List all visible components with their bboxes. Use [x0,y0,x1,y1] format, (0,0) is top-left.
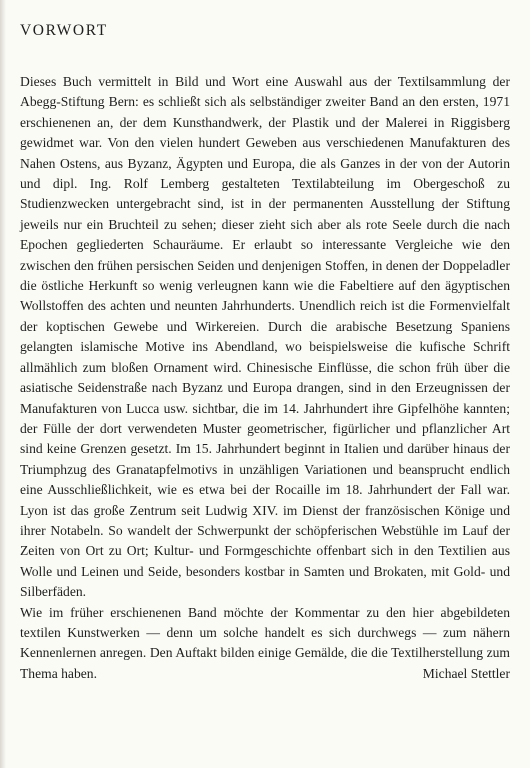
page-title: VORWORT [20,22,108,39]
body-text [20,72,510,684]
paragraph-1: Dieses Buch vermittelt in Bild und Wort eine Auswahl aus der Textilsammlung der Abegg-Stiftung Bern: es schließt sich als selbständiger zweiter Band an den ersten, 1971 erschienenen an, der dem Kunsthandwerk, der Plastik und der Malerei in Riggisberg gewidmet war. Von den vielen hundert Geweben aus verschiedenen Manufakturen des Nahen Ostens, aus Byzanz, Ägypten und Europa, die als Ganzes in der von der Autorin und dipl. Ing. Rolf Lemberg gestalteten Textilabteilung im Obergeschoß zu Studienzwecken untergebracht sind, ist in der permanenten Ausstellung der Stiftung jeweils nur ein Bruchteil zu sehen; dieser zieht sich aber als rote Seele durch die nach Epochen gegliederten Schauräume. Er erlaubt so interessante Vergleiche wie den zwischen den frühen persischen Seiden und denjenigen Stoffen, in denen der Doppeladler die östliche Herkunft so wenig verleugnen kann wie die Fabeltiere auf den ägyptischen Wollstoffen des achten und neunten Jahrhunderts. Unendlich reich ist die Formenvielfalt der koptischen Gewebe und Wirkereien. Durch die arabische Besetzung Spaniens gelangten islamische Motive ins Abendland, wo beispielsweise die kufische Schrift allmählich zum bloßen Ornament wird. Chinesische Einflüsse, die schon früh über die asiatische Seidenstraße nach Byzanz und Europa drangen, sind in den Erzeugnissen der Manufakturen von Lucca usw. sichtbar, die im 14. Jahrhundert ihre Gipfelhöhe kannten; der Fülle der dort verwendeten Muster geometrischer, figürlicher und pflanzlicher Art sind keine Grenzen gesetzt. Im 15. Jahrhundert beginnt in Italien und darüber hinaus der Triumphzug des Granatapfelmotivs in unzähligen Variationen und beansprucht endlich eine Ausschließlichkeit, wie es etwa bei der Rocaille im 18. Jahrhundert der Fall war. Lyon ist das große Zentrum seit Ludwig XIV. im Dienst der französischen Könige und ihrer Notabeln. So wandelt der Schwerpunkt der schöpferischen Webstühle im Lauf der Zeiten von Ort zu Ort; Kultur- und Formgeschichte offenbart sich in den Textilien aus Wolle und Leinen und Seide, besonders kostbar in Samten und Brokaten, mit Gold- und Silberfäden. [20,74,510,600]
page-edge-shadow [0,0,6,768]
paragraph-2: Wie im früher erschienenen Band möchte der Kommentar zu den hier abgebildeten textilen Kunstwerken — denn um solche handelt es sich durchwegs — zum nähern Kennenlernen anregen. Den Auftakt bilden einige Gemälde, die die Textilherstellung zum Thema haben. [20,604,510,681]
author-signature: Michael Stettler [422,666,510,681]
